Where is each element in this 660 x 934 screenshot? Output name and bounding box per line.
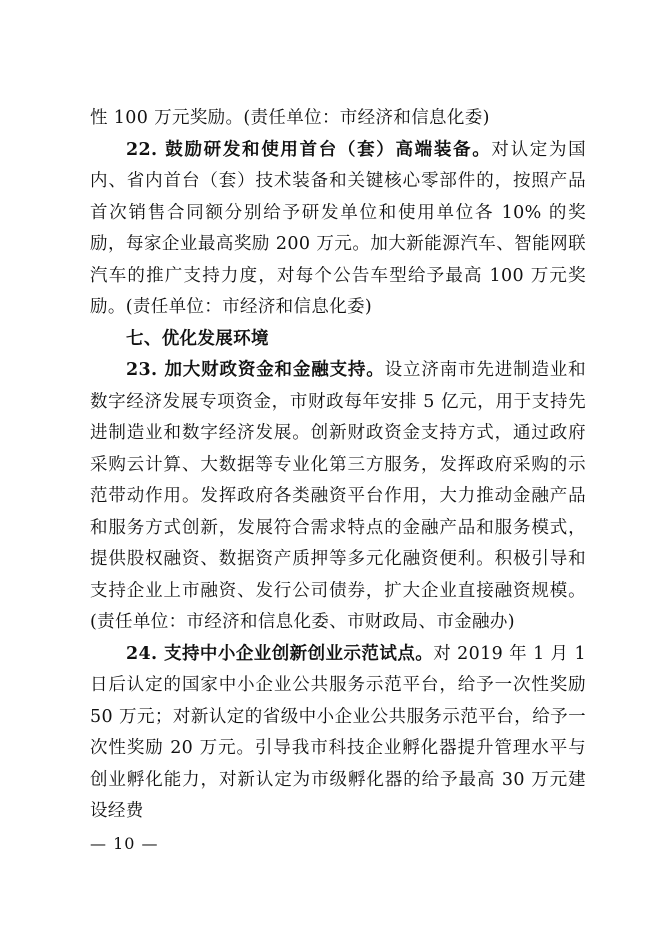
paragraph-text: 设立济南市先进制造业和数字经济发展专项资金，市财政每年安排 5 亿元，用于支持先进制造业和数字经济发展。创新财政资金支持方式，通过政府采购云计算、大数据等专业化第三方服务，发挥政府采购的示范带动作用。发挥政府各类融资平台作用，大力推动金融产品和服务方式创新，发展符合需求特点的金融产品和服务模式，提供股权融资、数据资产质押等多元化融资便利。积极引导和支持企业上市融资、发行公司债券，扩大企业直接融资规模。(责任单位：市经济和信息化委、市财政局、市金融办) — [90, 360, 586, 632]
paragraph-text: 对 2019 年 1 月 1 日后认定的国家中小企业公共服务示范平台，给予一次性奖励 50 万元；对新认定的省级中小企业公共服务示范平台，给予一次性奖励 20 万元。引导我市科技企业孵化器提升管理水平与创业孵化能力，对新认定为市级孵化器的给予最高 30 万元建设经费 — [90, 643, 586, 821]
page-number: — 10 — — [90, 834, 159, 853]
item-heading: 22. 鼓励研发和使用首台（套）高端装备。 — [126, 139, 492, 160]
section-heading: 七、优化发展环境 — [126, 328, 269, 349]
item-heading: 24. 支持中小企业创新创业示范试点。 — [126, 643, 434, 664]
paragraph-text: 性 100 万元奖励。(责任单位：市经济和信息化委) — [90, 108, 490, 128]
item-heading: 23. 加大财政资金和金融支持。 — [126, 360, 385, 380]
paragraph-continuation — [90, 103, 586, 135]
document-body — [90, 103, 586, 828]
paragraph-item-22 — [90, 135, 586, 324]
paragraph-item-23 — [90, 355, 586, 639]
paragraph-text: 对认定为国内、省内首台（套）技术装备和关键核心零部件的，按照产品首次销售合同额分别给予研发单位和使用单位各 10% 的奖励，每家企业最高奖励 200 万元。加大新能源汽车、智能网联汽车的推广支持力度，对每个公告车型给予最高 100 万元奖励。(责任单位：市经济和信息化委) — [90, 139, 587, 317]
paragraph-item-24 — [90, 639, 586, 828]
